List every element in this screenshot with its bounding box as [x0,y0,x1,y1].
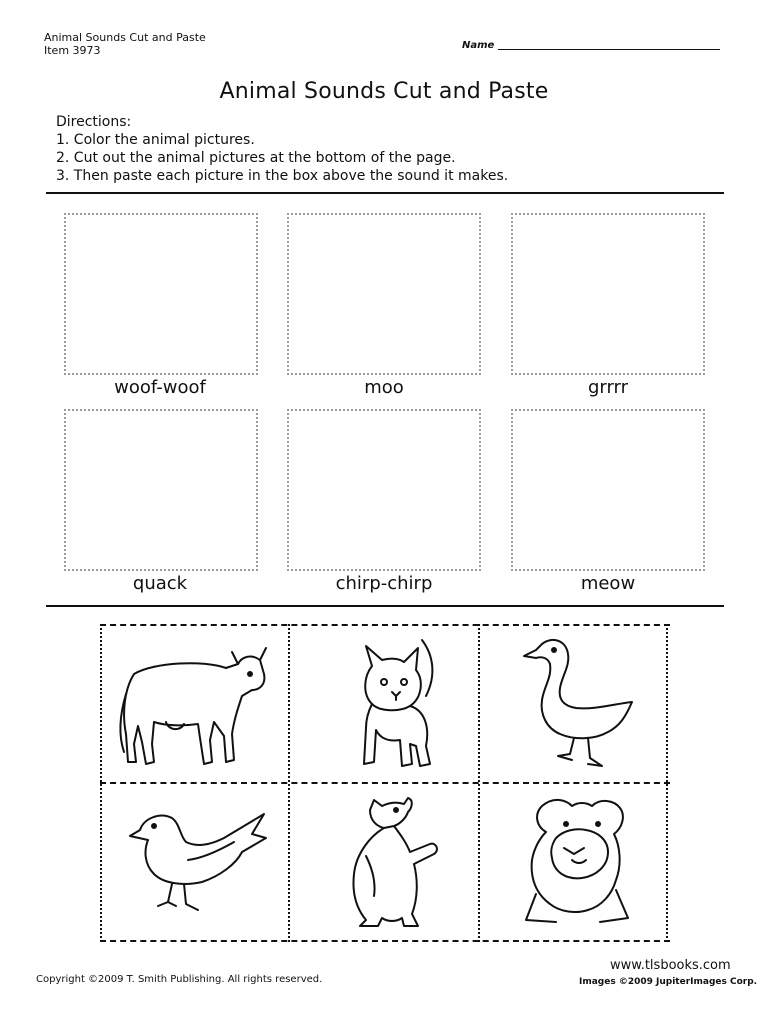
sound-label-woof: woof-woof [114,377,206,398]
direction-step: 1. Color the animal pictures. [56,132,255,148]
name-label: Name [462,40,495,51]
bird-cutout[interactable] [124,800,270,920]
direction-step: 2. Cut out the animal pictures at the bottom of the page. [56,150,456,166]
images-credit: Images ©2009 JupiterImages Corp. [579,977,758,987]
sound-label-quack: quack [132,573,188,594]
sound-label-meow: meow [580,573,636,594]
sound-label-chirp: chirp-chirp [335,573,433,594]
website-link[interactable]: www.tlsbooks.com [610,958,731,973]
copyright-notice: Copyright ©2009 T. Smith Publishing. All rights reserved. [36,974,323,985]
item-number: Item 3973 [44,44,101,57]
worksheet-subtitle: Animal Sounds Cut and Paste [44,31,206,44]
bulldog-cutout[interactable] [516,794,646,930]
name-line[interactable] [498,49,720,50]
sound-label-moo: moo [364,377,404,398]
sound-label-grrrr: grrrr [587,377,629,398]
directions-block [56,113,508,185]
paste-box-woof[interactable] [64,213,258,375]
duck-cutout[interactable] [514,636,640,774]
paste-box-chirp[interactable] [287,409,481,571]
directions-heading: Directions: [56,114,132,130]
paste-box-meow[interactable] [511,409,705,571]
direction-step: 3. Then paste each picture in the box above the sound it makes. [56,168,509,184]
cut-line [100,624,102,942]
paste-box-quack[interactable] [64,409,258,571]
cut-line [666,624,668,942]
page-title: Animal Sounds Cut and Paste [219,79,549,104]
cut-line [100,782,670,784]
divider-top [46,192,724,194]
paste-box-grrrr[interactable] [511,213,705,375]
cat-cutout[interactable] [326,636,446,772]
bear-cutout[interactable] [336,796,446,930]
cut-line [100,624,670,626]
cow-cutout[interactable] [114,634,274,774]
divider-bottom [46,605,724,607]
cut-line [288,624,290,942]
cut-line [100,940,670,942]
cut-line [478,624,480,942]
paste-box-moo[interactable] [287,213,481,375]
